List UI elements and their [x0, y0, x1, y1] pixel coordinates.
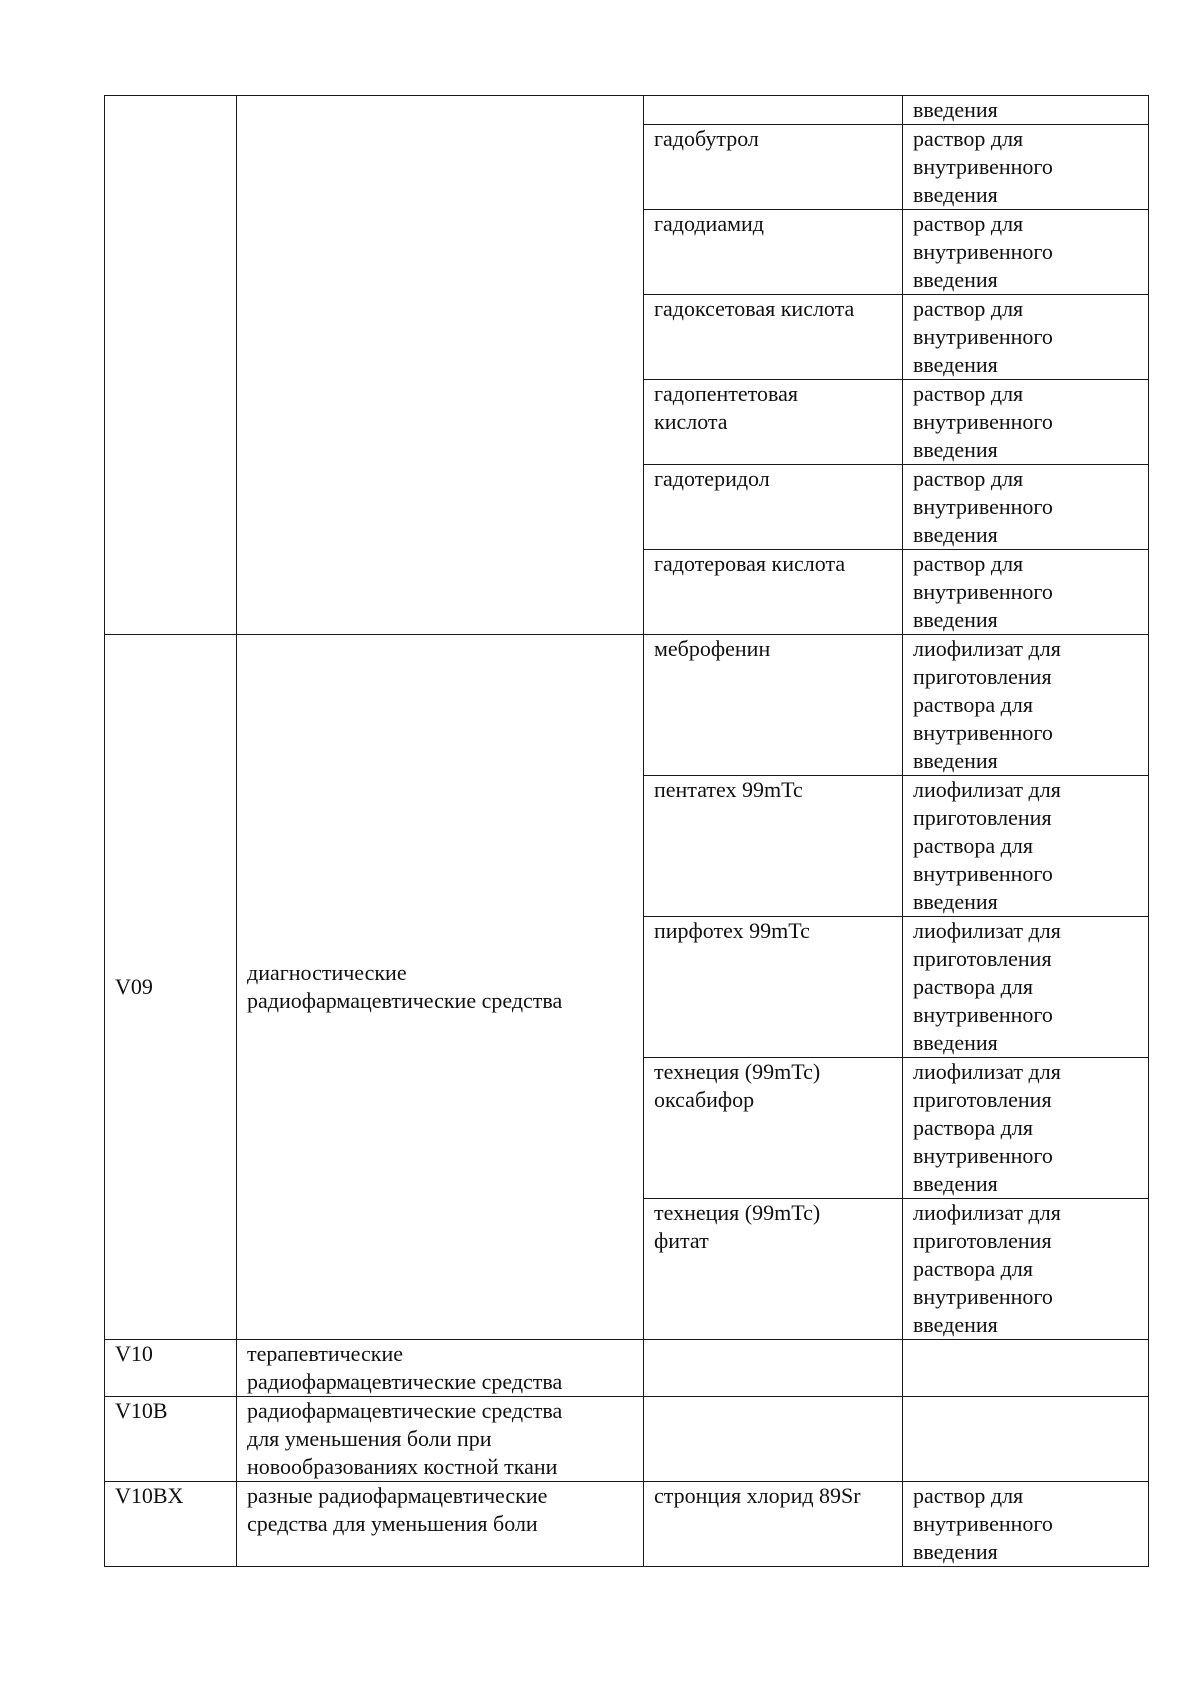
drug-name-cell: меброфенин — [644, 635, 903, 776]
drug-name-cell: гадопентетовая кислота — [644, 380, 903, 465]
drug-name-cell: технеция (99mTc) оксабифор — [644, 1058, 903, 1199]
atc-code-cell — [105, 96, 237, 635]
dosage-form-cell: раствор для внутривенного введения — [903, 380, 1149, 465]
dosage-form-cell: лиофилизат для приготовления раствора для внутривенного введения — [903, 1058, 1149, 1199]
drug-name-cell: гадотеровая кислота — [644, 550, 903, 635]
drug-name-cell: пентатех 99mTc — [644, 776, 903, 917]
table-row — [105, 1482, 1149, 1567]
atc-name-cell: радиофармацевтические средства для уменьшения боли при новообразованиях костной ткани — [237, 1397, 644, 1482]
atc-name-cell: разные радиофармацевтические средства для уменьшения боли — [237, 1482, 644, 1567]
drug-name-cell: гадобутрол — [644, 125, 903, 210]
dosage-form-cell: раствор для внутривенного введения — [903, 125, 1149, 210]
drug-list-table — [104, 95, 1149, 1567]
atc-code-cell: V10B — [105, 1397, 237, 1482]
atc-code-cell: V10 — [105, 1340, 237, 1397]
drug-name-cell: технеция (99mTc) фитат — [644, 1199, 903, 1340]
drug-name-cell: гадотеридол — [644, 465, 903, 550]
table-row — [105, 1397, 1149, 1482]
drug-name-cell: гадодиамид — [644, 210, 903, 295]
atc-name-cell — [237, 96, 644, 635]
drug-name-cell — [644, 1340, 903, 1397]
atc-code-cell: V10BX — [105, 1482, 237, 1567]
drug-name-cell: пирфотех 99mTc — [644, 917, 903, 1058]
atc-name-cell: терапевтические радиофармацевтические средства — [237, 1340, 644, 1397]
dosage-form-cell: раствор для внутривенного введения — [903, 465, 1149, 550]
dosage-form-cell: раствор для внутривенного введения — [903, 1482, 1149, 1567]
dosage-form-cell — [903, 1397, 1149, 1482]
dosage-form-cell: раствор для внутривенного введения — [903, 210, 1149, 295]
table-row — [105, 1340, 1149, 1397]
table-row — [105, 635, 1149, 776]
dosage-form-cell — [903, 1340, 1149, 1397]
dosage-form-cell: раствор для внутривенного введения — [903, 550, 1149, 635]
drug-name-cell — [644, 1397, 903, 1482]
dosage-form-cell: лиофилизат для приготовления раствора для внутривенного введения — [903, 917, 1149, 1058]
drug-name-cell: гадоксетовая кислота — [644, 295, 903, 380]
dosage-form-cell: раствор для внутривенного введения — [903, 295, 1149, 380]
dosage-form-cell: лиофилизат для приготовления раствора для внутривенного введения — [903, 776, 1149, 917]
dosage-form-cell: лиофилизат для приготовления раствора для внутривенного введения — [903, 1199, 1149, 1340]
table-row — [105, 96, 1149, 125]
dosage-form-cell: лиофилизат для приготовления раствора для внутривенного введения — [903, 635, 1149, 776]
atc-name-cell: диагностические радиофармацевтические средства — [237, 635, 644, 1340]
drug-name-cell — [644, 96, 903, 125]
drug-name-cell: стронция хлорид 89Sr — [644, 1482, 903, 1567]
atc-code-cell: V09 — [105, 635, 237, 1340]
dosage-form-cell: введения — [903, 96, 1149, 125]
